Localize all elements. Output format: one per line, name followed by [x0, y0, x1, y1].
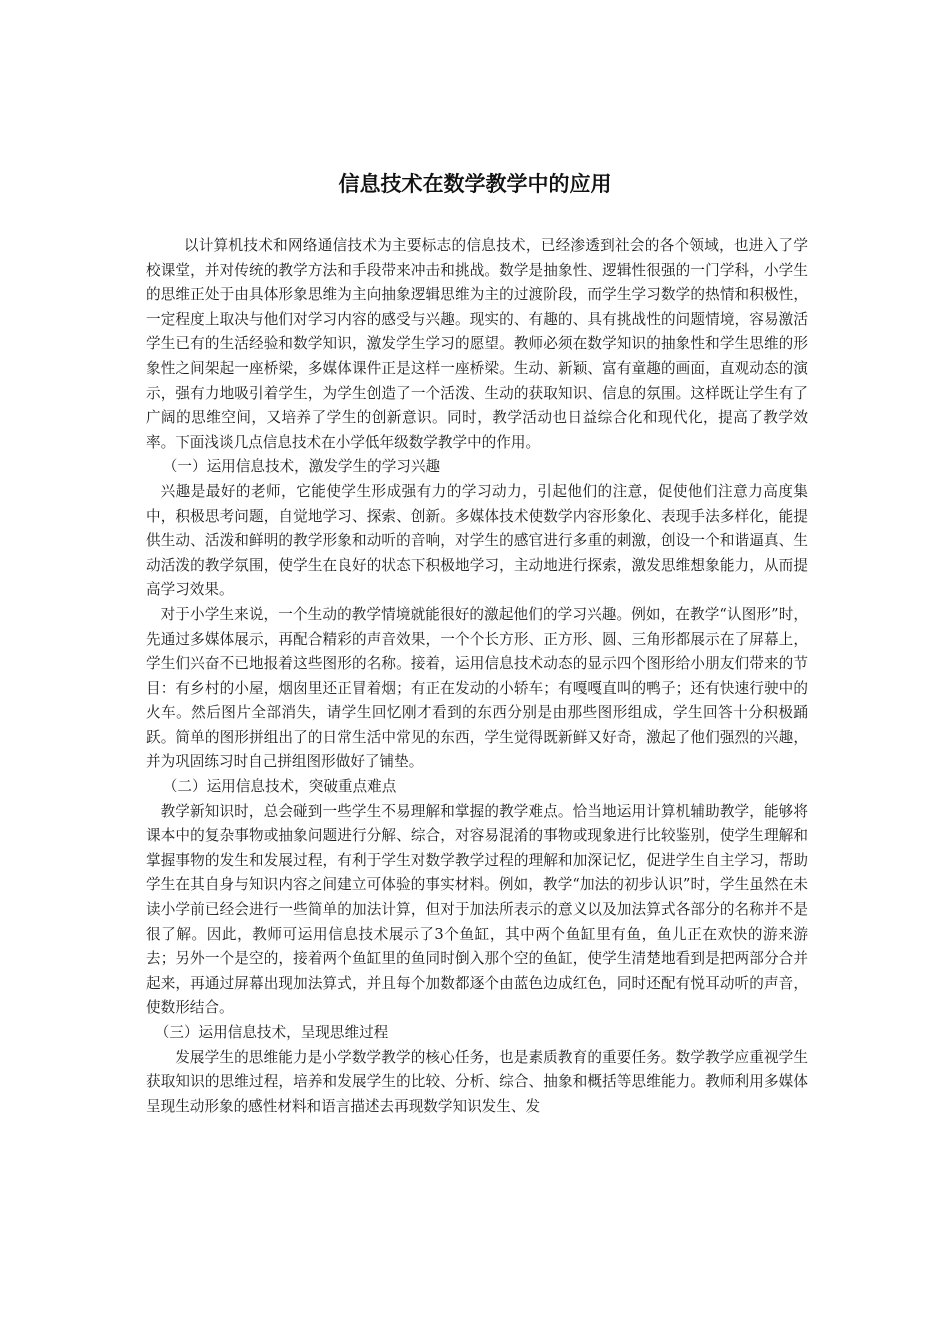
section-heading-2: （二）运用信息技术，突破重点难点	[162, 778, 397, 796]
section-heading-1: （一）运用信息技术，激发学生的学习兴趣	[162, 458, 441, 476]
document-body	[146, 234, 808, 1119]
paragraph-section-3: 发展学生的思维能力是小学数学教学的核心任务，也是素质教育的重要任务。数学教学应重视学生获取知识的思维过程，培养和发展学生的比较、分析、综合、抽象和概括等思维能力。教师利用多媒体呈现生动形象的感性材料和语言描述去再现数学知识发生、发	[146, 1048, 808, 1115]
paragraph-section-2: 教学新知识时，总会碰到一些学生不易理解和掌握的教学难点。恰当地运用计算机辅助教学，能够将课本中的复杂事物或抽象问题进行分解、综合，对容易混淆的事物或现象进行比较鉴别，使学生理解和掌握事物的发生和发展过程，有利于学生对数学教学过程的理解和加深记忆，促进学生自主学习，帮助学生在其自身与知识内容之间建立可体验的事实材料。例如，教学“加法的初步认识”时，学生虽然在未读小学前已经会进行一些简单的加法计算，但对于加法所表示的意义以及加法算式各部分的名称并不是很了解。因此，教师可运用信息技术展示了3个鱼缸，其中两个鱼缸里有鱼，鱼儿正在欢快的游来游去；另外一个是空的，接着两个鱼缸里的鱼同时倒入那个空的鱼缸，使学生清楚地看到是把两部分合并起来，再通过屏幕出现加法算式，并且每个加数都逐个由蓝色边成红色，同时还配有悦耳动听的声音，使数形结合。	[146, 802, 808, 1017]
paragraph-intro: 以计算机技术和网络通信技术为主要标志的信息技术，已经渗透到社会的各个领域，也进入了学校课堂，并对传统的教学方法和手段带来冲击和挑战。数学是抽象性、逻辑性很强的一门学科，小学生的思维正处于由具体形象思维为主向抽象逻辑思维为主的过渡阶段，而学生学习数学的热情和积极性，一定程度上取决与他们对学习内容的感受与兴趣。现实的、有趣的、具有挑战性的问题情境，容易激活学生已有的生活经验和数学知识，激发学生学习的愿望。教师必须在数学知识的抽象性和学生思维的形象性之间架起一座桥梁，多媒体课件正是这样一座桥梁。生动、新颖、富有童趣的画面，直观动态的演示，强有力地吸引着学生，为学生创造了一个活泼、生动的获取知识、信息的氛围。这样既让学生有了广阔的思维空间，又培养了学生的创新意识。同时，教学活动也日益综合化和现代化，提高了教学效率。下面浅谈几点信息技术在小学低年级数学教学中的作用。	[146, 237, 808, 451]
page-title: 信息技术在数学教学中的应用	[338, 172, 612, 196]
section-heading-3: （三）运用信息技术，呈现思维过程	[154, 1024, 389, 1041]
paragraph-section-1a: 兴趣是最好的老师，它能使学生形成强有力的学习动力，引起他们的注意，促使他们注意力高度集中，积极思考问题，自觉地学习、探索、创新。多媒体技术使数学内容形象化、表现手法多样化，能提供生动、活泼和鲜明的教学形象和动听的音响，对学生的感官进行多重的刺激，创设一个和谐逼真、生动活泼的教学氛围，使学生在良好的状态下积极地学习，主动地进行探索，激发思维想象能力，从而提高学习效果。	[146, 482, 808, 599]
paragraph-section-1b: 对于小学生来说，一个生动的教学情境就能很好的激起他们的学习兴趣。例如，在教学“认图形”时，先通过多媒体展示，再配合精彩的声音效果，一个个长方形、正方形、圆、三角形都展示在了屏幕上，学生们兴奋不已地报着这些图形的名称。接着，运用信息技术动态的显示四个图形给小朋友们带来的节目：有乡村的小屋，烟囱里还正冒着烟；有正在发动的小轿车；有嘎嘎直叫的鸭子；还有快速行驶中的火车。然后图片全部消失，请学生回忆刚才看到的东西分别是由那些图形组成，学生回答十分积极踊跃。简单的图形拼组出了的日常生活中常见的东西，学生觉得既新鲜又好奇，激起了他们强烈的兴趣，并为巩固练习时自己拼组图形做好了铺垫。	[146, 605, 808, 771]
